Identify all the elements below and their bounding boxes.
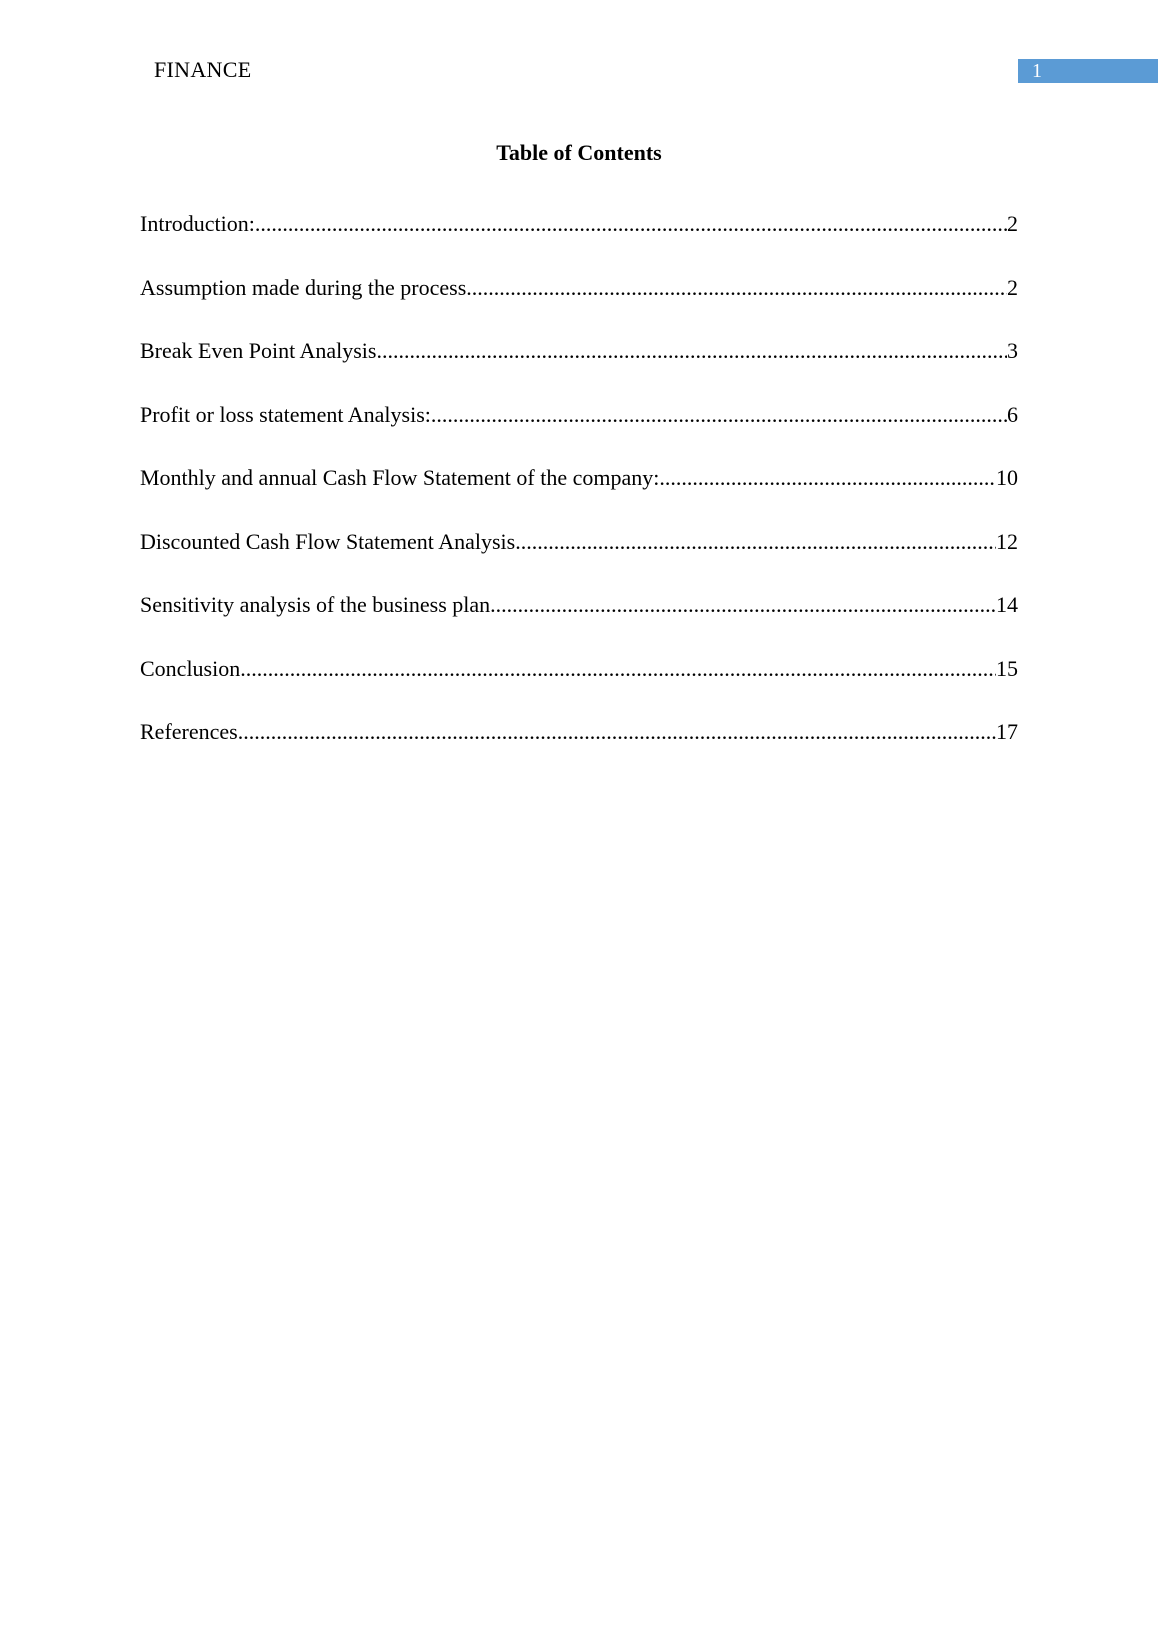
toc-dot-leader — [255, 210, 1007, 238]
toc-dot-leader — [238, 718, 996, 746]
toc-entry-page: 14 — [996, 592, 1018, 617]
toc-entry-sensitivity[interactable] — [140, 591, 1018, 655]
toc-list — [140, 210, 1018, 782]
toc-entry-assumption[interactable] — [140, 274, 1018, 338]
toc-dot-leader — [490, 591, 996, 619]
toc-entry-page: 10 — [996, 465, 1018, 490]
toc-dot-leader — [240, 655, 996, 683]
toc-entry-label: Monthly and annual Cash Flow Statement of the company: — [140, 465, 660, 490]
toc-entry-conclusion[interactable] — [140, 655, 1018, 719]
page-number-badge — [1018, 59, 1158, 83]
toc-entry-page: 12 — [996, 528, 1018, 554]
toc-entry-discounted-cash-flow[interactable] — [140, 528, 1018, 592]
toc-entry-introduction[interactable] — [140, 210, 1018, 274]
toc-entry-label: Assumption made during the process — [140, 274, 467, 300]
page-number: 1 — [1032, 60, 1042, 82]
toc-entry-page: 15 — [996, 655, 1018, 681]
toc-entry-page: 3 — [1007, 338, 1018, 363]
toc-entry-profit-loss[interactable] — [140, 401, 1018, 465]
toc-dot-leader — [376, 337, 1007, 365]
toc-entry-page: 17 — [996, 719, 1018, 744]
toc-dot-leader — [659, 464, 996, 492]
header-title: FINANCE — [154, 57, 252, 82]
toc-entry-page: 2 — [1007, 274, 1018, 300]
toc-entry-cash-flow[interactable] — [140, 464, 1018, 528]
toc-entry-label: References — [140, 719, 238, 744]
toc-entry-label: Sensitivity analysis of the business plan — [140, 592, 491, 617]
toc-entry-label: Discounted Cash Flow Statement Analysis — [140, 528, 516, 554]
toc-entry-label: Introduction: — [140, 211, 255, 236]
toc-dot-leader — [515, 528, 996, 556]
toc-entry-references[interactable] — [140, 718, 1018, 782]
toc-entry-break-even[interactable] — [140, 337, 1018, 401]
toc-entry-label: Break Even Point Analysis — [140, 338, 377, 363]
toc-entry-label: Profit or loss statement Analysis: — [140, 401, 431, 427]
toc-entry-page: 2 — [1007, 211, 1018, 236]
toc-entry-page: 6 — [1007, 401, 1018, 427]
toc-entry-label: Conclusion — [140, 655, 241, 681]
toc-dot-leader — [431, 401, 1007, 429]
toc-dot-leader — [466, 274, 1007, 302]
toc-heading: Table of Contents — [496, 140, 662, 165]
